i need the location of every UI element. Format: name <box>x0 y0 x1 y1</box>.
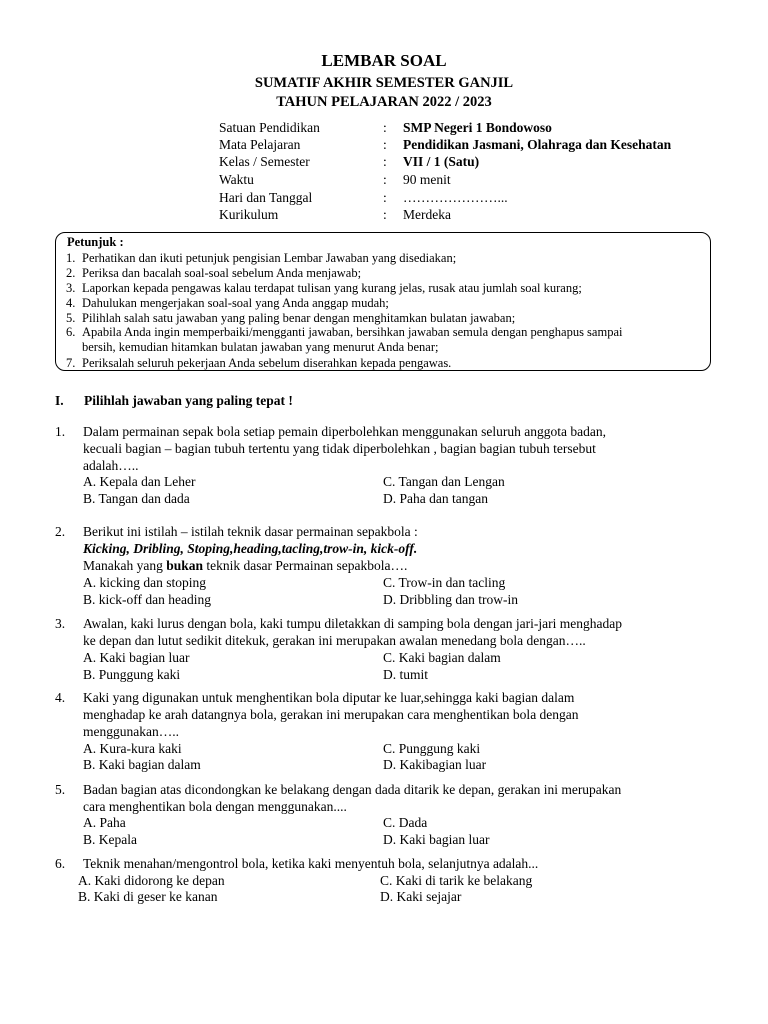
meta-colon: : <box>383 137 387 152</box>
option-b: B. kick-off dan heading <box>83 592 211 607</box>
meta-value: VII / 1 (Satu) <box>403 154 480 169</box>
option-a: A. Kura-kura kaki <box>83 741 182 756</box>
option-c: C. Dada <box>383 815 428 830</box>
meta-row-class <box>0 154 768 172</box>
instruction-text: bersih, kemudian hitamkan bulatan jawaban yang menurut Anda benar; <box>82 340 439 354</box>
option-c: C. Tangan dan Lengan <box>383 474 505 489</box>
question-text: adalah….. <box>83 458 139 473</box>
question-number: 5. <box>55 782 66 797</box>
instructions-title: Petunjuk : <box>67 235 124 249</box>
question-prompt-emphasis: bukan <box>166 558 204 573</box>
option-a: A. Kepala dan Leher <box>83 474 196 489</box>
question-prompt-pre: Manakah yang <box>83 558 167 573</box>
meta-value: SMP Negeri 1 Bondowoso <box>403 120 552 135</box>
option-c: C. Trow-in dan tacling <box>383 575 506 590</box>
instruction-text: Apabila Anda ingin memperbaiki/mengganti jawaban, bersihkan jawaban semula dengan penghapus sampai <box>82 325 623 339</box>
meta-label: Hari dan Tanggal <box>219 190 313 205</box>
question-prompt <box>83 558 407 574</box>
instruction-number: 4. <box>66 296 76 310</box>
meta-label: Kurikulum <box>219 207 279 222</box>
meta-label: Kelas / Semester <box>219 154 310 169</box>
option-c: C. Kaki di tarik ke belakang <box>380 873 533 888</box>
option-a: A. Kaki didorong ke depan <box>78 873 225 888</box>
option-c: C. Punggung kaki <box>383 741 481 756</box>
option-b: B. Tangan dan dada <box>83 491 190 506</box>
meta-label: Mata Pelajaran <box>219 137 301 152</box>
question-number: 6. <box>55 856 66 871</box>
meta-value: Pendidikan Jasmani, Olahraga dan Kesehatan <box>403 137 672 152</box>
question-text: menggunakan….. <box>83 724 179 739</box>
question-text: menghadap ke arah datangnya bola, gerakan ini merupakan cara menghentikan bola dengan <box>83 707 579 722</box>
document-subtitle: SUMATIF AKHIR SEMESTER GANJIL <box>254 75 514 91</box>
question-prompt-post: teknik dasar Permainan sepakbola…. <box>203 558 408 573</box>
meta-label: Waktu <box>219 172 254 187</box>
question-text: ke depan dan lutut sedikit ditekuk, gerakan ini merupakan awalan menedang bola dengan….. <box>83 633 586 648</box>
instruction-number: 2. <box>66 266 76 280</box>
option-b: B. Kepala <box>83 832 137 847</box>
meta-colon: : <box>383 154 387 169</box>
question-text: Awalan, kaki lurus dengan bola, kaki tumpu diletakkan di samping bola dengan jari-jari menghadap <box>83 616 622 631</box>
meta-row-time <box>0 172 768 190</box>
question-text: Berikut ini istilah – istilah teknik dasar permainan sepakbola : <box>83 524 418 539</box>
option-b: B. Punggung kaki <box>83 667 181 682</box>
instruction-text: Dahulukan mengerjakan soal-soal yang Anda anggap mudah; <box>82 296 389 310</box>
instruction-number: 5. <box>66 311 76 325</box>
instruction-number: 1. <box>66 251 76 265</box>
instruction-text: Perhatikan dan ikuti petunjuk pengisian Lembar Jawaban yang disediakan; <box>82 251 457 265</box>
question-text: Dalam permainan sepak bola setiap pemain diperbolehkan menggunakan seluruh anggota badan, <box>83 424 606 439</box>
question-number: 4. <box>55 690 66 705</box>
meta-value: …………………... <box>403 190 508 205</box>
meta-row-school <box>0 120 768 138</box>
option-d: D. tumit <box>383 667 429 682</box>
meta-row-curriculum <box>0 207 768 225</box>
option-b: B. Kaki bagian dalam <box>83 757 201 772</box>
question-text: cara menghentikan bola dengan menggunakan.... <box>83 799 347 814</box>
option-a: A. Paha <box>83 815 126 830</box>
meta-value: Merdeka <box>403 207 451 222</box>
academic-year: TAHUN PELAJARAN 2022 / 2023 <box>276 94 492 110</box>
meta-row-subject <box>0 137 768 155</box>
option-d: D. Dribbling dan trow-in <box>383 592 518 607</box>
question-number: 3. <box>55 616 66 631</box>
section-title: Pilihlah jawaban yang paling tepat ! <box>84 393 293 408</box>
meta-colon: : <box>383 190 387 205</box>
option-d: D. Kakibagian luar <box>383 757 487 772</box>
question-number: 1. <box>55 424 66 439</box>
meta-colon: : <box>383 207 387 222</box>
instruction-number: 6. <box>66 325 76 339</box>
instruction-text: Laporkan kepada pengawas kalau terdapat tulisan yang kurang jelas, rusak atau jumlah soal kurang; <box>82 281 582 295</box>
question-text: Teknik menahan/mengontrol bola, ketika kaki menyentuh bola, selanjutnya adalah... <box>83 856 539 871</box>
question-text: Kaki yang digunakan untuk menghentikan bola diputar ke luar,sehingga kaki bagian dalam <box>83 690 575 705</box>
instruction-text: Periksalah seluruh pekerjaan Anda sebelum diserahkan kepada pengawas. <box>82 356 452 370</box>
question-number: 2. <box>55 524 66 539</box>
meta-row-date <box>0 190 768 208</box>
meta-colon: : <box>383 172 387 187</box>
option-d: D. Paha dan tangan <box>383 491 488 506</box>
instruction-text: Pilihlah salah satu jawaban yang paling benar dengan menghitamkan bulatan jawaban; <box>82 311 516 325</box>
instruction-number: 7. <box>66 356 76 370</box>
meta-colon: : <box>383 120 387 135</box>
meta-label: Satuan Pendidikan <box>219 120 320 135</box>
option-a: A. kicking dan stoping <box>83 575 206 590</box>
section-number: I. <box>55 393 64 408</box>
option-a: A. Kaki bagian luar <box>83 650 190 665</box>
question-terms: Kicking, Dribling, Stoping,heading,tacling,trow-in, kick-off. <box>83 541 418 556</box>
option-c: C. Kaki bagian dalam <box>383 650 501 665</box>
option-d: D. Kaki sejajar <box>380 889 462 904</box>
option-d: D. Kaki bagian luar <box>383 832 490 847</box>
meta-value: 90 menit <box>403 172 451 187</box>
document-title: LEMBAR SOAL <box>321 51 447 70</box>
option-b: B. Kaki di geser ke kanan <box>78 889 218 904</box>
instruction-number: 3. <box>66 281 76 295</box>
question-text: Badan bagian atas dicondongkan ke belakang dengan dada ditarik ke depan, gerakan ini merupakan <box>83 782 622 797</box>
question-text: kecuali bagian – bagian tubuh tertentu yang tidak diperbolehkan , bagian bagian tubuh tersebut <box>83 441 596 456</box>
instruction-text: Periksa dan bacalah soal-soal sebelum Anda menjawab; <box>82 266 362 280</box>
